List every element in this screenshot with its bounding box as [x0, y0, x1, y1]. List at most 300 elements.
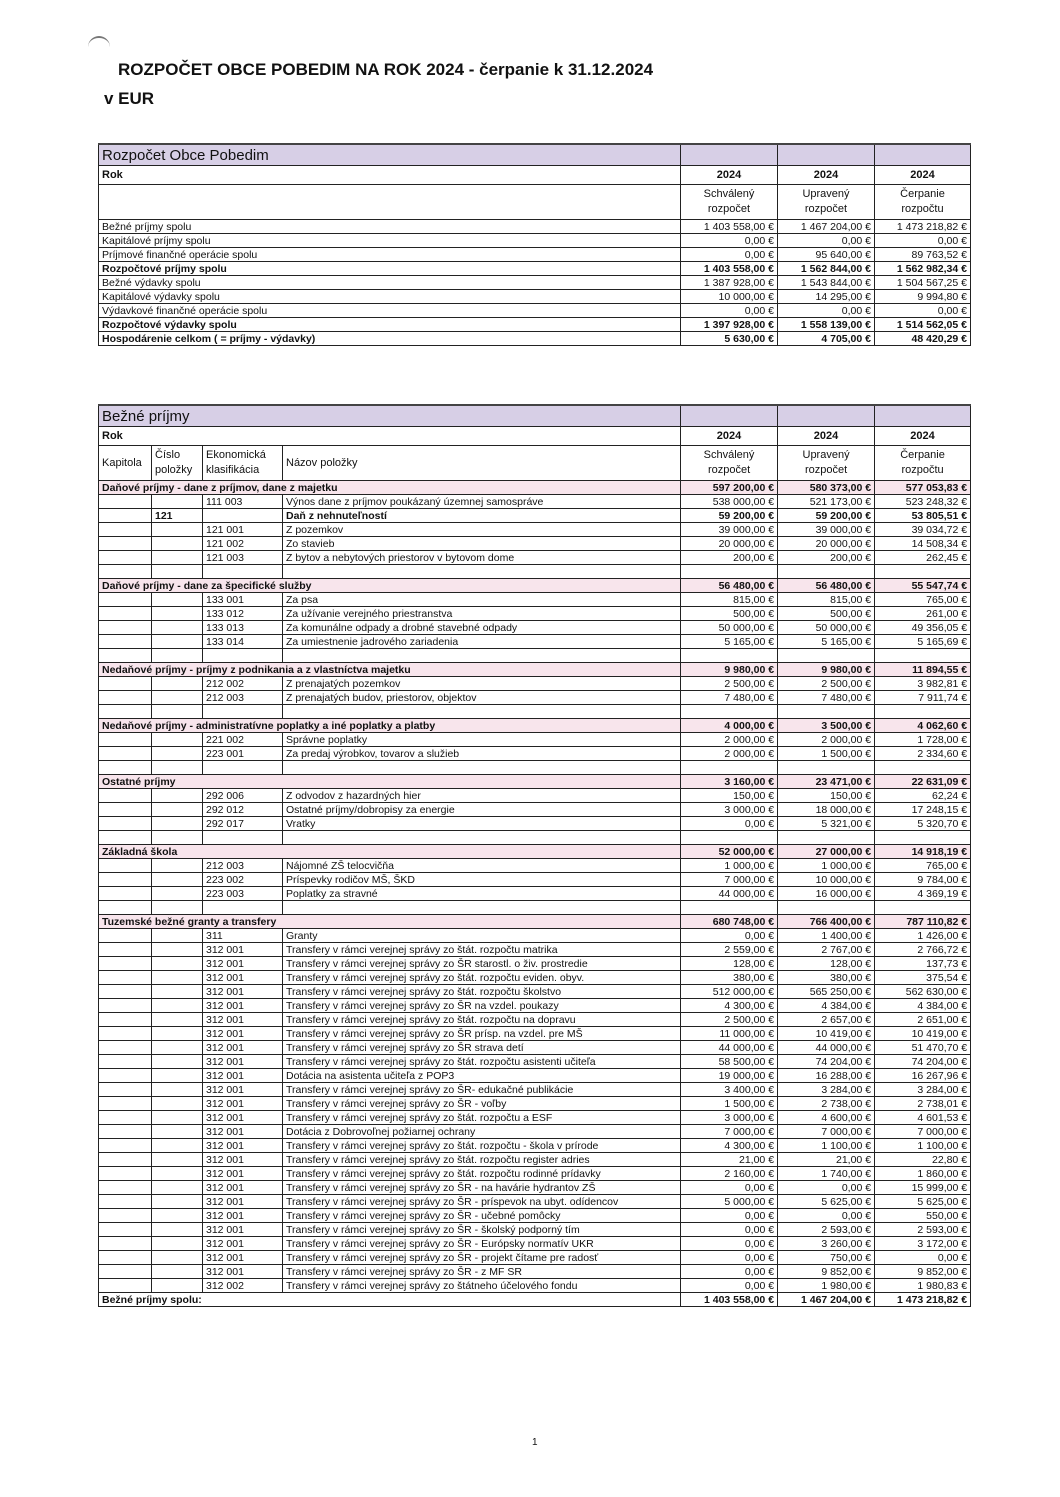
line-item-row — [99, 1223, 971, 1237]
amount-cell: 11 000,00 € — [681, 1027, 778, 1041]
ek-klasifikacia-cell: 312 001 — [203, 985, 283, 999]
empty-cell — [203, 901, 283, 915]
nazov-polozky-cell: Nájomné ZŠ telocvičňa — [283, 859, 681, 873]
amount-cell: 523 248,32 € — [875, 495, 971, 509]
kapitola-cell — [99, 551, 152, 565]
cislo-polozky-cell — [152, 1097, 203, 1111]
kapitola-cell — [99, 929, 152, 943]
amount-cell: 1 860,00 € — [875, 1167, 971, 1181]
cislo-polozky-cell — [152, 621, 203, 635]
ek-klasifikacia-cell: 292 006 — [203, 789, 283, 803]
year-cell: 2024 — [681, 166, 778, 185]
amount-cell: 2 160,00 € — [681, 1167, 778, 1181]
ek-klasifikacia-cell: 212 003 — [203, 691, 283, 705]
amount-cell: 500,00 € — [778, 607, 875, 621]
empty-cell — [875, 761, 971, 775]
nazov-polozky-cell: Z prenajatých budov, priestorov, objektov — [283, 691, 681, 705]
amount-cell: 10 419,00 € — [778, 1027, 875, 1041]
spacer-row — [99, 901, 971, 915]
kapitola-cell — [99, 1111, 152, 1125]
amount-cell: 7 000,00 € — [681, 1125, 778, 1139]
line-item-row — [99, 635, 971, 649]
amount-cell: 59 200,00 € — [778, 509, 875, 523]
cislo-polozky-cell — [152, 803, 203, 817]
amount-cell: 815,00 € — [681, 593, 778, 607]
nazov-polozky-cell: Transfery v rámci verejnej správy zo štát. rozpočtu na dopravu — [283, 1013, 681, 1027]
line-item-row — [99, 551, 971, 565]
column-header: Schválený rozpočet — [681, 446, 778, 481]
empty-cell — [778, 761, 875, 775]
year-cell: 2024 — [875, 166, 971, 185]
amount-cell: 9 994,80 € — [875, 290, 971, 304]
line-item-row — [99, 1013, 971, 1027]
amount-cell: 0,00 € — [681, 248, 778, 262]
empty-cell — [875, 831, 971, 845]
amount-cell: 21,00 € — [778, 1153, 875, 1167]
cislo-polozky-cell — [152, 873, 203, 887]
amount-cell: 39 000,00 € — [778, 523, 875, 537]
line-item-row — [99, 873, 971, 887]
amount-cell: 7 911,74 € — [875, 691, 971, 705]
section-header-row — [99, 663, 971, 677]
summary-row-label: Bežné výdavky spolu — [99, 276, 681, 290]
empty-cell — [99, 649, 152, 663]
amount-cell: 2 593,00 € — [875, 1223, 971, 1237]
cislo-polozky-cell — [152, 1153, 203, 1167]
year-cell: 2024 — [778, 427, 875, 446]
nazov-polozky-cell: Za užívanie verejného priestranstva — [283, 607, 681, 621]
section-title: Ostatné príjmy — [99, 775, 681, 789]
amount-cell: 7 000,00 € — [681, 873, 778, 887]
empty-cell — [875, 565, 971, 579]
section-header-row — [99, 775, 971, 789]
line-item-row — [99, 1139, 971, 1153]
cislo-polozky-cell — [152, 929, 203, 943]
cislo-polozky-cell — [152, 943, 203, 957]
section-title: Daňové príjmy - dane za špecifické služby — [99, 579, 681, 593]
amount-cell: 50 000,00 € — [681, 621, 778, 635]
nazov-polozky-cell: Vratky — [283, 817, 681, 831]
section-amount: 9 980,00 € — [681, 663, 778, 677]
cislo-polozky-cell — [152, 1251, 203, 1265]
cislo-polozky-cell — [152, 495, 203, 509]
amount-cell: 200,00 € — [681, 551, 778, 565]
amount-cell: 3 000,00 € — [681, 1111, 778, 1125]
amount-cell: 0,00 € — [778, 1209, 875, 1223]
line-item-row — [99, 1167, 971, 1181]
summary-row-label: Rozpočtové príjmy spolu — [99, 262, 681, 276]
line-item-row — [99, 733, 971, 747]
amount-cell: 3 284,00 € — [778, 1083, 875, 1097]
amount-cell: 3 260,00 € — [778, 1237, 875, 1251]
amount-cell: 9 852,00 € — [778, 1265, 875, 1279]
cislo-polozky-cell — [152, 691, 203, 705]
ek-klasifikacia-cell: 312 001 — [203, 943, 283, 957]
column-header: Upravený rozpočet — [778, 446, 875, 481]
summary-row — [99, 248, 971, 262]
amount-cell: 58 500,00 € — [681, 1055, 778, 1069]
amount-cell: 0,00 € — [681, 817, 778, 831]
ek-klasifikacia-cell: 212 003 — [203, 859, 283, 873]
nazov-polozky-cell: Za psa — [283, 593, 681, 607]
line-item-row — [99, 1195, 971, 1209]
column-header: Upravený rozpočet — [778, 185, 875, 220]
line-item-row — [99, 1069, 971, 1083]
ek-klasifikacia-cell: 221 002 — [203, 733, 283, 747]
amount-cell: 3 982,81 € — [875, 677, 971, 691]
summary-year-row — [99, 166, 971, 185]
nazov-polozky-cell: Za umiestnenie jadrového zariadenia — [283, 635, 681, 649]
summary-row — [99, 318, 971, 332]
kapitola-cell — [99, 1279, 152, 1293]
amount-cell: 262,45 € — [875, 551, 971, 565]
amount-cell: 16 267,96 € — [875, 1069, 971, 1083]
amount-cell: 0,00 € — [681, 1279, 778, 1293]
ek-klasifikacia-cell: 312 001 — [203, 1097, 283, 1111]
amount-cell: 4 369,19 € — [875, 887, 971, 901]
ek-klasifikacia-cell: 312 001 — [203, 1125, 283, 1139]
ek-klasifikacia-cell: 312 001 — [203, 1251, 283, 1265]
ek-klasifikacia-cell: 212 002 — [203, 677, 283, 691]
cislo-polozky-cell — [152, 1223, 203, 1237]
cislo-polozky-cell — [152, 789, 203, 803]
nazov-polozky-cell: Z prenajatých pozemkov — [283, 677, 681, 691]
column-header: Čerpanie rozpočtu — [875, 446, 971, 481]
ek-klasifikacia-cell: 223 001 — [203, 747, 283, 761]
summary-row-label: Príjmové finančné operácie spolu — [99, 248, 681, 262]
amount-cell: 261,00 € — [875, 607, 971, 621]
section-amount: 52 000,00 € — [681, 845, 778, 859]
amount-cell: 562 630,00 € — [875, 985, 971, 999]
amount-cell: 1 473 218,82 € — [875, 220, 971, 234]
amount-cell: 1 728,00 € — [875, 733, 971, 747]
cislo-polozky-cell — [152, 1181, 203, 1195]
year-cell: 2024 — [778, 166, 875, 185]
amount-cell: 48 420,29 € — [875, 332, 971, 346]
amount-cell: 4 601,53 € — [875, 1111, 971, 1125]
amount-cell: 0,00 € — [778, 304, 875, 318]
amount-cell: 1 980,00 € — [778, 1279, 875, 1293]
amount-cell: 1 543 844,00 € — [778, 276, 875, 290]
line-item-row — [99, 1279, 971, 1293]
line-item-row — [99, 957, 971, 971]
amount-cell: 3 172,00 € — [875, 1237, 971, 1251]
section-amount: 577 053,83 € — [875, 481, 971, 495]
section-amount: 9 980,00 € — [778, 663, 875, 677]
summary-row — [99, 234, 971, 248]
section-amount: 56 480,00 € — [778, 579, 875, 593]
amount-cell: 17 248,15 € — [875, 803, 971, 817]
cislo-polozky-cell — [152, 1055, 203, 1069]
summary-row-label: Bežné príjmy spolu — [99, 220, 681, 234]
amount-cell: 550,00 € — [875, 1209, 971, 1223]
amount-cell: 380,00 € — [778, 971, 875, 985]
summary-row — [99, 276, 971, 290]
empty-cell — [778, 705, 875, 719]
amount-cell: 4 600,00 € — [778, 1111, 875, 1125]
column-header: Schválený rozpočet — [681, 185, 778, 220]
ek-klasifikacia-cell: 312 001 — [203, 1223, 283, 1237]
header-kapitola: Kapitola — [99, 446, 152, 481]
empty-cell — [152, 761, 203, 775]
amount-cell: 150,00 € — [778, 789, 875, 803]
ek-klasifikacia-cell — [203, 509, 283, 523]
nazov-polozky-cell: Transfery v rámci verejnej správy zo štát. rozpočtu eviden. obyv. — [283, 971, 681, 985]
amount-cell: 1 000,00 € — [681, 859, 778, 873]
kapitola-cell — [99, 957, 152, 971]
amount-cell: 0,00 € — [778, 1181, 875, 1195]
ek-klasifikacia-cell: 312 001 — [203, 1083, 283, 1097]
amount-cell: 53 805,51 € — [875, 509, 971, 523]
kapitola-cell — [99, 593, 152, 607]
amount-cell: 7 480,00 € — [681, 691, 778, 705]
ek-klasifikacia-cell: 292 017 — [203, 817, 283, 831]
amount-cell: 2 651,00 € — [875, 1013, 971, 1027]
nazov-polozky-cell: Transfery v rámci verejnej správy zo ŠR - na havárie hydrantov ZŠ — [283, 1181, 681, 1195]
section-amount: 4 000,00 € — [681, 719, 778, 733]
empty-cell — [152, 831, 203, 845]
kapitola-cell — [99, 1083, 152, 1097]
nazov-polozky-cell: Za predaj výrobkov, tovarov a služieb — [283, 747, 681, 761]
empty-cell — [99, 901, 152, 915]
nazov-polozky-cell: Transfery v rámci verejnej správy zo ŠR prísp. na vzdel. pre MŠ — [283, 1027, 681, 1041]
amount-cell: 0,00 € — [778, 234, 875, 248]
income-column-header-row — [99, 446, 971, 481]
line-item-row — [99, 817, 971, 831]
summary-table — [98, 143, 971, 346]
line-item-row — [99, 537, 971, 551]
ek-klasifikacia-cell: 312 001 — [203, 999, 283, 1013]
summary-row-label: Hospodárenie celkom ( = príjmy - výdavky) — [99, 332, 681, 346]
cislo-polozky-cell — [152, 593, 203, 607]
kapitola-cell — [99, 1265, 152, 1279]
amount-cell: 62,24 € — [875, 789, 971, 803]
amount-cell: 0,00 € — [681, 1237, 778, 1251]
amount-cell: 380,00 € — [681, 971, 778, 985]
cislo-polozky-cell — [152, 859, 203, 873]
kapitola-cell — [99, 1041, 152, 1055]
amount-cell: 0,00 € — [681, 1209, 778, 1223]
kapitola-cell — [99, 621, 152, 635]
kapitola-cell — [99, 999, 152, 1013]
summary-row-label: Kapitálové príjmy spolu — [99, 234, 681, 248]
document-subtitle: v EUR — [104, 89, 155, 108]
amount-cell: 3 284,00 € — [875, 1083, 971, 1097]
header-ekonomicka-klasifikacia: Ekonomická klasifikácia — [203, 446, 283, 481]
empty-cell — [99, 761, 152, 775]
ek-klasifikacia-cell: 312 001 — [203, 1181, 283, 1195]
line-item-row — [99, 1209, 971, 1223]
empty-cell — [875, 901, 971, 915]
amount-cell: 5 165,69 € — [875, 635, 971, 649]
amount-cell: 1 467 204,00 € — [778, 220, 875, 234]
amount-cell: 44 000,00 € — [681, 1041, 778, 1055]
line-item-row — [99, 971, 971, 985]
cislo-polozky-cell — [152, 747, 203, 761]
ek-klasifikacia-cell: 312 001 — [203, 1111, 283, 1125]
cislo-polozky-cell — [152, 1041, 203, 1055]
kapitola-cell — [99, 873, 152, 887]
amount-cell: 0,00 € — [681, 1223, 778, 1237]
summary-column-header-row — [99, 185, 971, 220]
document-title: ROZPOČET OBCE POBEDIM NA ROK 2024 - čerpanie k 31.12.2024 — [118, 60, 654, 79]
cislo-polozky-cell — [152, 985, 203, 999]
empty-cell — [681, 831, 778, 845]
amount-cell: 150,00 € — [681, 789, 778, 803]
amount-cell: 39 000,00 € — [681, 523, 778, 537]
spacer-row — [99, 705, 971, 719]
section-amount: 56 480,00 € — [681, 579, 778, 593]
kapitola-cell — [99, 1125, 152, 1139]
empty-header-cell — [99, 185, 681, 220]
kapitola-cell — [99, 971, 152, 985]
amount-cell: 538 000,00 € — [681, 495, 778, 509]
cislo-polozky-cell — [152, 1069, 203, 1083]
section-amount: 680 748,00 € — [681, 915, 778, 929]
kapitola-cell — [99, 677, 152, 691]
amount-cell: 2 738,00 € — [778, 1097, 875, 1111]
amount-cell: 2 767,00 € — [778, 943, 875, 957]
ek-klasifikacia-cell: 133 013 — [203, 621, 283, 635]
section-amount: 3 500,00 € — [778, 719, 875, 733]
line-item-row — [99, 985, 971, 999]
header-nazov-polozky: Názov položky — [283, 446, 681, 481]
amount-cell: 2 593,00 € — [778, 1223, 875, 1237]
ek-klasifikacia-cell: 312 001 — [203, 971, 283, 985]
amount-cell: 2 500,00 € — [681, 677, 778, 691]
kapitola-cell — [99, 1181, 152, 1195]
ek-klasifikacia-cell: 312 001 — [203, 1167, 283, 1181]
empty-cell — [283, 565, 681, 579]
line-item-row — [99, 593, 971, 607]
empty-cell — [681, 705, 778, 719]
line-item-row — [99, 887, 971, 901]
amount-cell: 95 640,00 € — [778, 248, 875, 262]
section-title: Nedaňové príjmy - administratívne poplatky a iné poplatky a platby — [99, 719, 681, 733]
amount-cell: 2 657,00 € — [778, 1013, 875, 1027]
amount-cell: 0,00 € — [681, 304, 778, 318]
nazov-polozky-cell: Transfery v rámci verejnej správy zo štát. rozpočtu - škola v prírode — [283, 1139, 681, 1153]
amount-cell: 5 000,00 € — [681, 1195, 778, 1209]
nazov-polozky-cell: Transfery v rámci verejnej správy zo ŠR- edukačné publikácie — [283, 1083, 681, 1097]
line-item-row — [99, 1125, 971, 1139]
amount-cell: 521 173,00 € — [778, 495, 875, 509]
nazov-polozky-cell: Transfery v rámci verejnej správy zo ŠR - Európsky normatív UKR — [283, 1237, 681, 1251]
cislo-polozky-cell — [152, 1083, 203, 1097]
cislo-polozky-cell — [152, 1265, 203, 1279]
amount-cell: 1 100,00 € — [875, 1139, 971, 1153]
amount-cell: 0,00 € — [681, 1181, 778, 1195]
cislo-polozky-cell — [152, 817, 203, 831]
amount-cell: 16 288,00 € — [778, 1069, 875, 1083]
kapitola-cell — [99, 509, 152, 523]
empty-cell — [152, 705, 203, 719]
nazov-polozky-cell: Transfery v rámci verejnej správy zo ŠR - projekt čítame pre radosť — [283, 1251, 681, 1265]
line-item-row — [99, 1237, 971, 1251]
empty-cell — [283, 761, 681, 775]
empty-cell — [778, 649, 875, 663]
amount-cell: 375,54 € — [875, 971, 971, 985]
summary-row-label: Výdavkové finančné operácie spolu — [99, 304, 681, 318]
amount-cell: 44 000,00 € — [778, 1041, 875, 1055]
empty-cell — [681, 901, 778, 915]
kapitola-cell — [99, 803, 152, 817]
amount-cell: 39 034,72 € — [875, 523, 971, 537]
amount-cell: 0,00 € — [681, 1265, 778, 1279]
band-cell — [778, 144, 875, 166]
nazov-polozky-cell: Výnos dane z príjmov poukázaný územnej samospráve — [283, 495, 681, 509]
rok-label: Rok — [99, 166, 681, 185]
line-item-row — [99, 1265, 971, 1279]
amount-cell: 5 165,00 € — [681, 635, 778, 649]
amount-cell: 128,00 € — [778, 957, 875, 971]
amount-cell: 815,00 € — [778, 593, 875, 607]
cislo-polozky-cell — [152, 677, 203, 691]
kapitola-cell — [99, 1167, 152, 1181]
summary-row — [99, 290, 971, 304]
section-amount: 766 400,00 € — [778, 915, 875, 929]
kapitola-cell — [99, 887, 152, 901]
ek-klasifikacia-cell: 312 001 — [203, 1237, 283, 1251]
kapitola-cell — [99, 537, 152, 551]
amount-cell: 750,00 € — [778, 1251, 875, 1265]
kapitola-cell — [99, 747, 152, 761]
amount-cell: 9 852,00 € — [875, 1265, 971, 1279]
ek-klasifikacia-cell: 121 003 — [203, 551, 283, 565]
amount-cell: 5 625,00 € — [778, 1195, 875, 1209]
line-item-row — [99, 1097, 971, 1111]
amount-cell: 765,00 € — [875, 593, 971, 607]
nazov-polozky-cell: Dotácia z Dobrovoľnej požiarnej ochrany — [283, 1125, 681, 1139]
nazov-polozky-cell: Dotácia na asistenta učiteľa z POP3 — [283, 1069, 681, 1083]
line-item-row — [99, 523, 971, 537]
amount-cell: 20 000,00 € — [681, 537, 778, 551]
amount-cell: 0,00 € — [681, 1251, 778, 1265]
amount-cell: 4 300,00 € — [681, 1139, 778, 1153]
section-amount: 580 373,00 € — [778, 481, 875, 495]
amount-cell: 2 559,00 € — [681, 943, 778, 957]
amount-cell: 2 500,00 € — [778, 677, 875, 691]
amount-cell: 1 980,83 € — [875, 1279, 971, 1293]
section-amount: 55 547,74 € — [875, 579, 971, 593]
nazov-polozky-cell: Transfery v rámci verejnej správy zo štát. rozpočtu a ESF — [283, 1111, 681, 1125]
cislo-polozky-cell — [152, 1209, 203, 1223]
line-item-row — [99, 509, 971, 523]
amount-cell: 765,00 € — [875, 859, 971, 873]
cislo-polozky-cell — [152, 607, 203, 621]
nazov-polozky-cell: Transfery v rámci verejnej správy zo ŠR - z MF SR — [283, 1265, 681, 1279]
kapitola-cell — [99, 1251, 152, 1265]
amount-cell: 1 397 928,00 € — [681, 318, 778, 332]
amount-cell: 1 558 139,00 € — [778, 318, 875, 332]
kapitola-cell — [99, 1097, 152, 1111]
line-item-row — [99, 999, 971, 1013]
amount-cell: 10 000,00 € — [778, 873, 875, 887]
nazov-polozky-cell: Daň z nehnuteľností — [283, 509, 681, 523]
amount-cell: 200,00 € — [778, 551, 875, 565]
kapitola-cell — [99, 789, 152, 803]
amount-cell: 74 204,00 € — [778, 1055, 875, 1069]
line-item-row — [99, 607, 971, 621]
band-cell — [778, 405, 875, 427]
nazov-polozky-cell: Transfery v rámci verejnej správy zo štát. rozpočtu register adries — [283, 1153, 681, 1167]
amount-cell: 5 320,70 € — [875, 817, 971, 831]
cislo-polozky-cell — [152, 523, 203, 537]
ek-klasifikacia-cell: 312 001 — [203, 1013, 283, 1027]
amount-cell: 14 295,00 € — [778, 290, 875, 304]
cislo-polozky-cell — [152, 1027, 203, 1041]
summary-row — [99, 304, 971, 318]
